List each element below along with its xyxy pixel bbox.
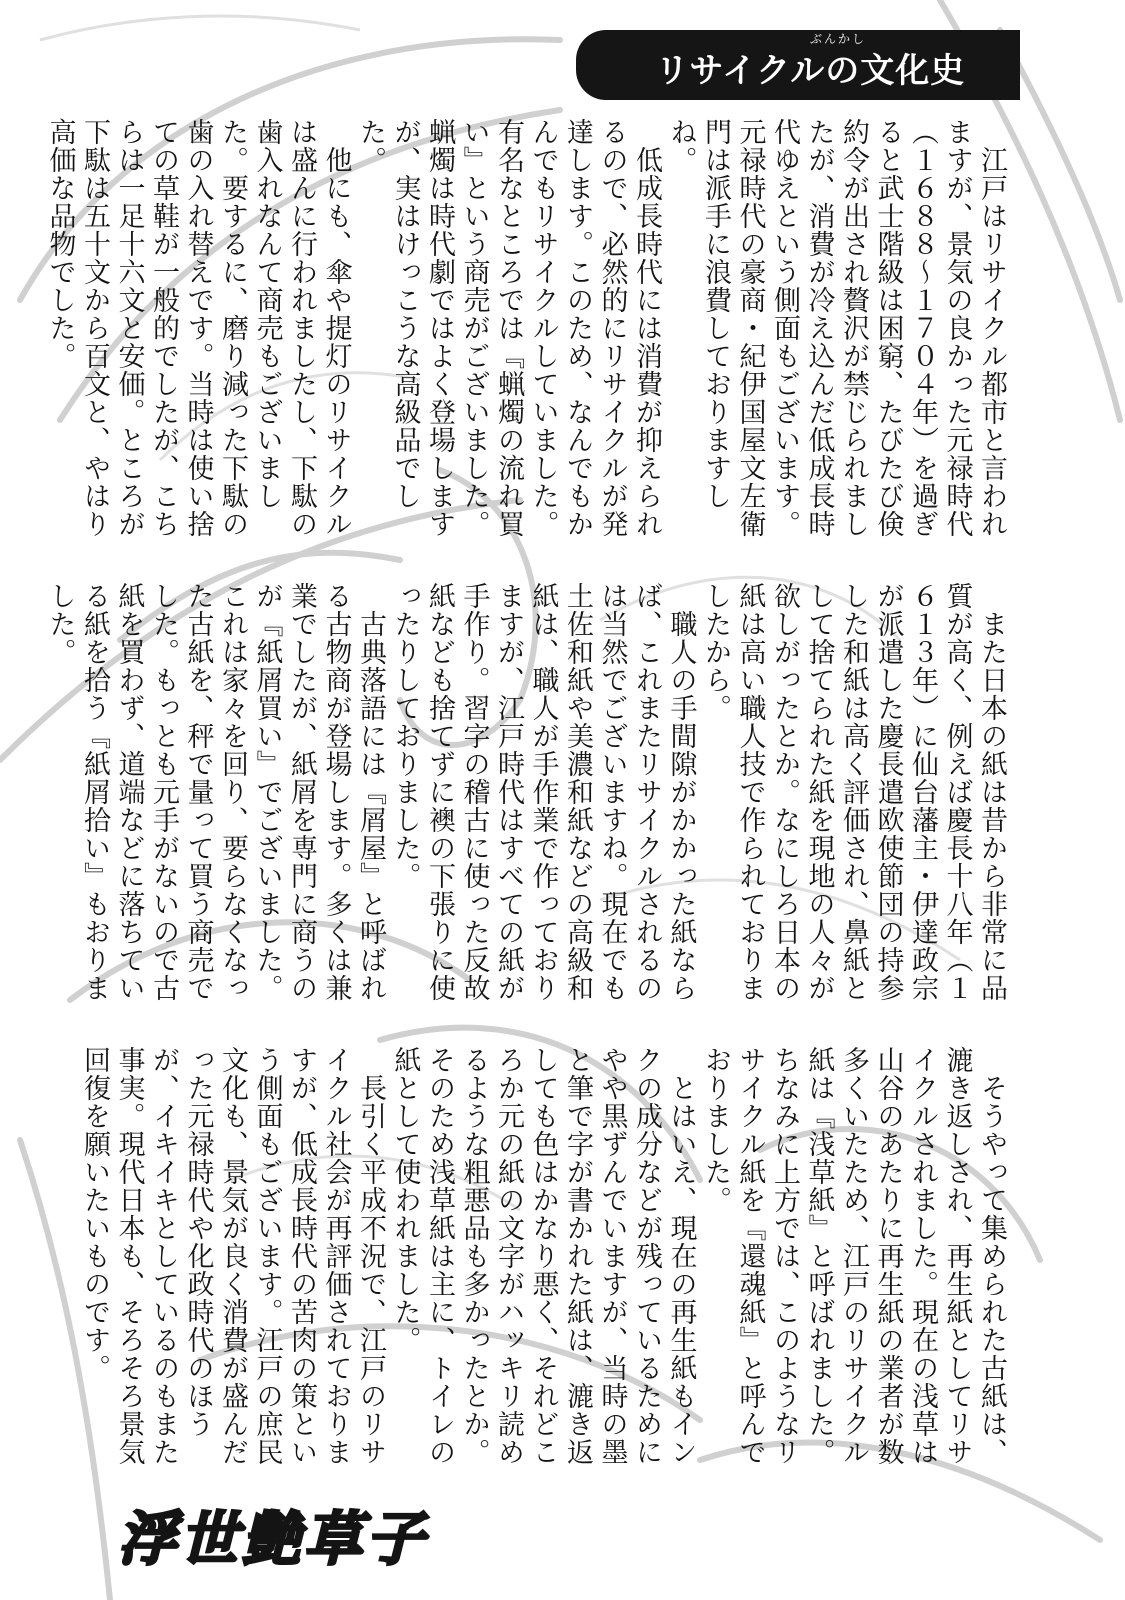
paragraph: 他にも、傘や提灯のリサイクルは盛んに行われましたし、下駄の歯入れなんて商売もございました。要するに、磨り減った下駄の歯の入れ替えです。当時は使い捨ての草鞋が一般的でしたが、こちらは一足十六文と安価。ところが下駄は五十文から百文と、やはり高価な品物でした。	[44, 118, 352, 538]
text-block-top	[44, 118, 1008, 543]
paragraph: 江戸はリサイクル都市と言われますが、景気の良かった元禄時代（１６８８〜１７０４年）を過ぎると武士階級は困窮、たびたび倹約令が出され贅沢が禁じられましたが、消費が冷え込んだ低成長時代ゆえという側面もございます。元禄時代の豪商・紀伊国屋文左衛門は派手に浪費しておりますしね。	[665, 118, 1007, 538]
paragraph: また日本の紙は昔から非常に品質が高く、例えば慶長十八年（１６１３年）に仙台藩主・伊達政宗が派遣した慶長遣欧使節団の持参した和紙は高く評価され、鼻紙として捨てられた紙を現地の人々が欲しがったとか。なにしろ日本の紙は高い職人技で作られておりましたから。	[700, 582, 1007, 1002]
paragraph: 古典落語には『屑屋』と呼ばれる古物商が登場します。多くは兼業でしたが、紙屑を専門に商うのが『紙屑買い』でございました。これは家々を回り、要らなくなった古紙を、秤で量って買う商売でした。もっとも元手がないので古紙を買わず、道端などに落ちている紙を拾う『紙屑拾い』もおりました。	[44, 582, 386, 1002]
title-ruby: ぶんかし	[810, 32, 867, 46]
page-title: リサイクルの文化史	[655, 51, 966, 91]
text-block-bottom	[79, 1046, 1008, 1486]
logo-text: 浮世艶草子	[118, 1505, 429, 1573]
paragraph: とはいえ、現在の再生紙もインクの成分などが残っているためにやや黒ずんでいますが、当時の墨と筆で字が書かれた紙は、漉き返しても色はかなり悪く、それどころか元の紙の文字がハッキリ読めるような粗悪品も多かったとか。そのため浅草紙は主に、トイレの紙として使われました。	[389, 1046, 697, 1466]
paragraph: 長引く平成不況で、江戸のリサイクル社会が再評価されておりますが、低成長時代の苦肉の策という側面もございます。江戸の庶民文化も、景気が良く消費が盛んだった元禄時代や化政時代のほうが、イキイキとしているのもまた事実。現代日本も、そろそろ景気回復を願いたいものです。	[79, 1046, 386, 1466]
series-logo	[112, 1495, 427, 1577]
paragraph: 低成長時代には消費が抑えられるので、必然的にリサイクルが発達します。このため、なんでもかんでもリサイクルしていました。有名なところでは『蝋燭の流れ買い』という商売がございました。蝋燭は時代劇ではよく登場しますが、実はけっこうな高級品でした。	[355, 118, 662, 538]
text-block-middle	[44, 582, 1008, 1012]
paragraph: そうやって集められた古紙は、漉き返しされ、再生紙としてリサイクルされました。現在の浅草は山谷のあたりに再生紙の業者が数多くいたため、江戸のリサイクル紙は『浅草紙』と呼ばれました。ちなみに上方では、このようなリサイクル紙を『還魂紙』と呼んでおりました。	[700, 1046, 1007, 1466]
paragraph: 職人の手間隙がかかった紙ならば、これまたリサイクルされるのは当然でございますね。現在でも土佐和紙や美濃和紙などの高級和紙は、職人が手作業で作っておりますが、江戸時代はすべての紙が手作り。習字の稽古に使った反故紙なども捨てずに襖の下張りに使ったりしておりました。	[389, 582, 697, 1002]
